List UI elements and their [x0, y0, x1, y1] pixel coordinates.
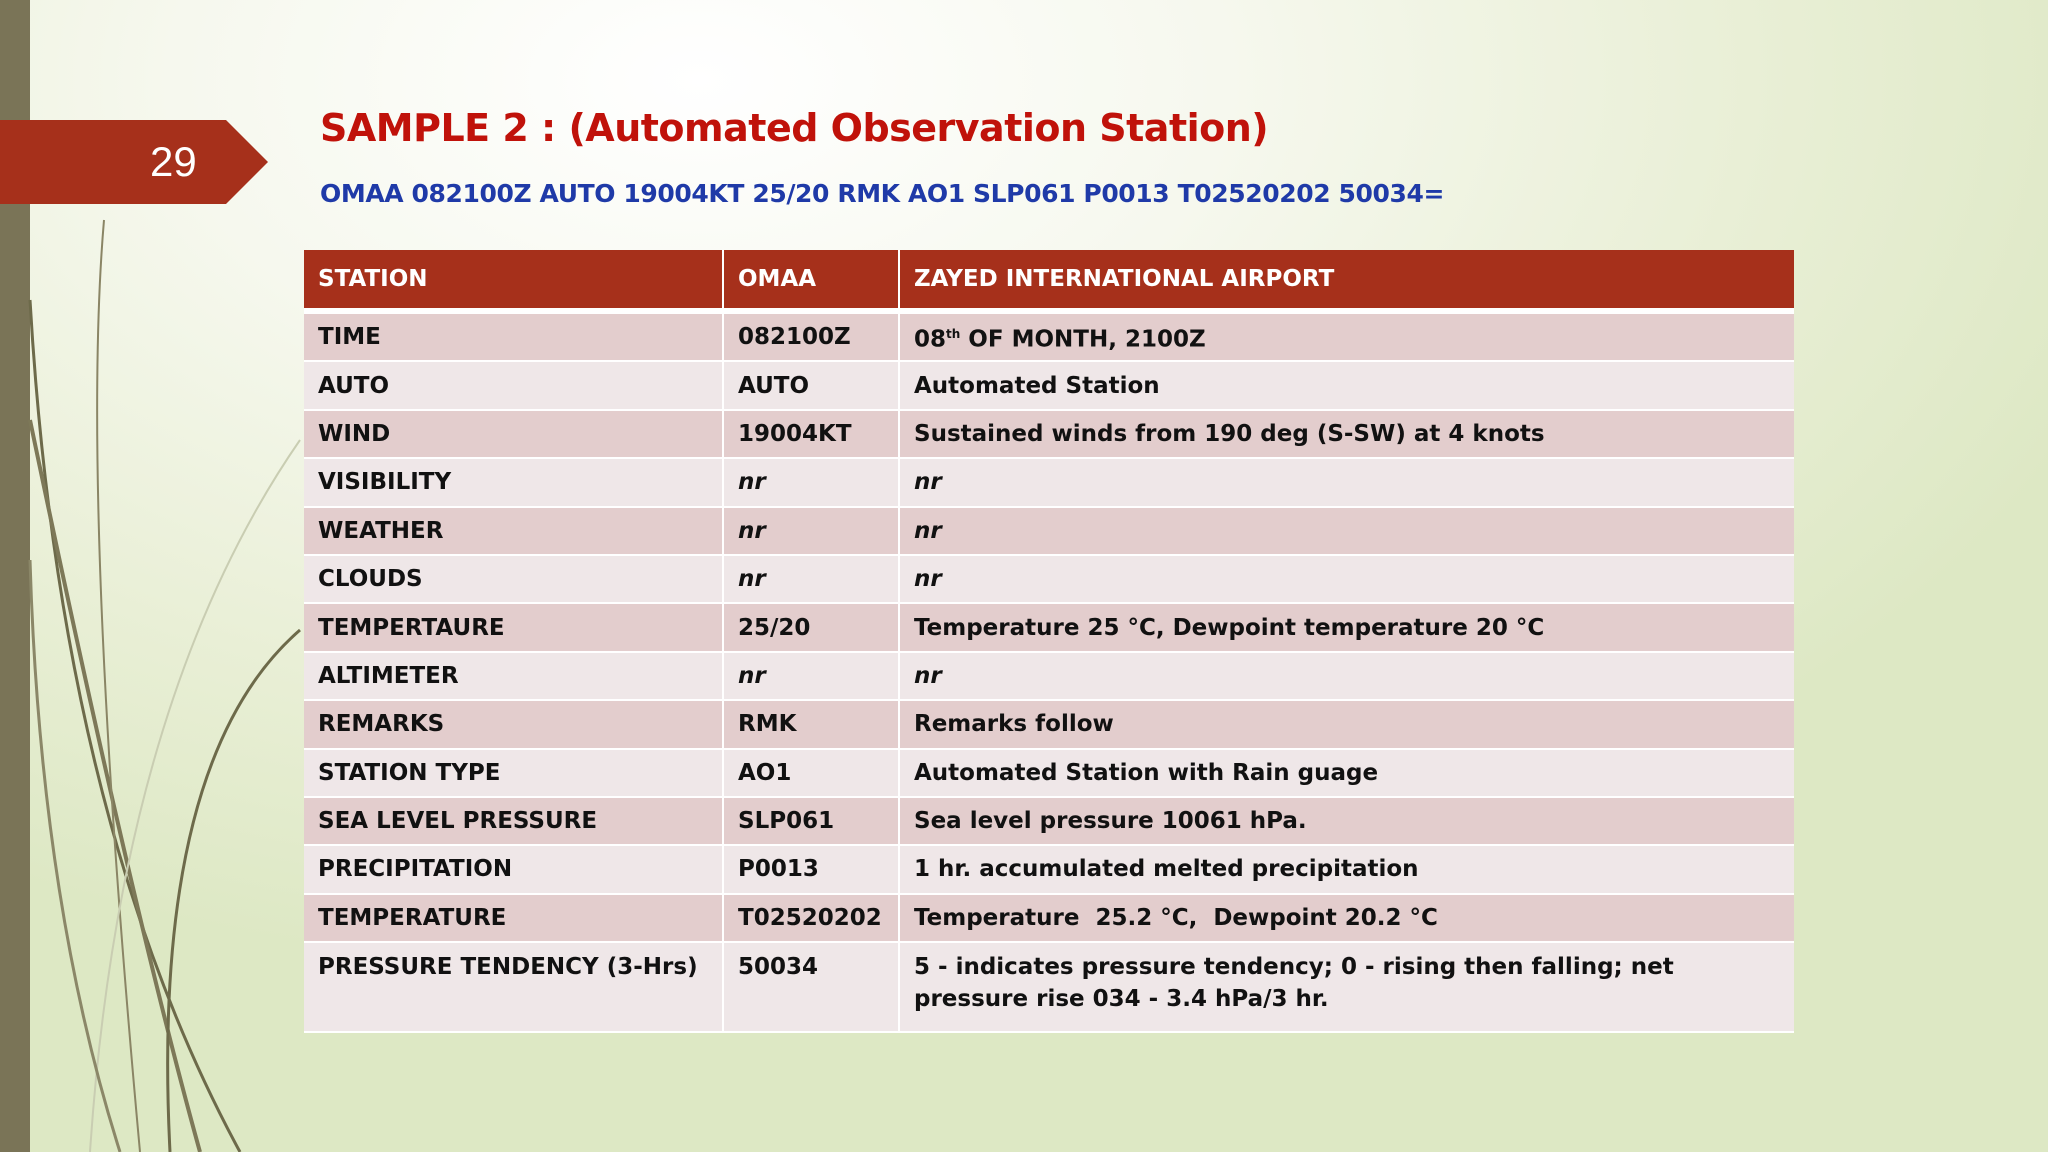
cell-code: nr	[723, 458, 899, 506]
cell-code: 50034	[723, 942, 899, 1032]
table-row	[304, 749, 1794, 797]
cell-code: AUTO	[723, 361, 899, 409]
cell-code: P0013	[723, 845, 899, 893]
table-row	[304, 555, 1794, 603]
cell-meaning: Sea level pressure 10061 hPa.	[899, 797, 1794, 845]
cell-meaning: Remarks follow	[899, 700, 1794, 748]
cell-element: WEATHER	[304, 507, 723, 555]
cell-element: VISIBILITY	[304, 458, 723, 506]
cell-code: AO1	[723, 749, 899, 797]
cell-element: AUTO	[304, 361, 723, 409]
cell-element: TEMPERATURE	[304, 894, 723, 942]
cell-element: CLOUDS	[304, 555, 723, 603]
table-row	[304, 700, 1794, 748]
table-row	[304, 652, 1794, 700]
cell-element: ALTIMETER	[304, 652, 723, 700]
cell-element: REMARKS	[304, 700, 723, 748]
table-row	[304, 458, 1794, 506]
slide-title: SAMPLE 2 : (Automated Observation Station)	[320, 106, 1269, 150]
cell-meaning: 1 hr. accumulated melted precipitation	[899, 845, 1794, 893]
table-row	[304, 311, 1794, 361]
cell-meaning: Sustained winds from 190 deg (S-SW) at 4 knots	[899, 410, 1794, 458]
table-header-row	[304, 250, 1794, 311]
cell-code: nr	[723, 652, 899, 700]
cell-meaning: nr	[899, 507, 1794, 555]
cell-code: nr	[723, 555, 899, 603]
table-row	[304, 507, 1794, 555]
table-row	[304, 410, 1794, 458]
cell-code: SLP061	[723, 797, 899, 845]
cell-element: TEMPERTAURE	[304, 603, 723, 651]
cell-meaning: nr	[899, 652, 1794, 700]
metar-code: OMAA 082100Z AUTO 19004KT 25/20 RMK AO1 SLP061 P0013 T02520202 50034=	[320, 179, 1445, 208]
cell-code: T02520202	[723, 894, 899, 942]
cell-meaning: nr	[899, 555, 1794, 603]
cell-element: WIND	[304, 410, 723, 458]
cell-code: RMK	[723, 700, 899, 748]
cell-meaning	[899, 311, 1794, 361]
table-row	[304, 361, 1794, 409]
meaning-rest: OF MONTH, 2100Z	[960, 327, 1206, 354]
table-row	[304, 603, 1794, 651]
metar-decode-table	[304, 250, 1794, 1033]
table-row	[304, 797, 1794, 845]
cell-meaning: Temperature 25 °C, Dewpoint temperature 20 °C	[899, 603, 1794, 651]
meaning-day-suffix: th	[946, 327, 961, 342]
cell-element: PRESSURE TENDENCY (3-Hrs)	[304, 942, 723, 1032]
header-code: OMAA	[723, 250, 899, 311]
meaning-day: 08	[914, 327, 947, 354]
table-row	[304, 942, 1794, 1032]
cell-element: SEA LEVEL PRESSURE	[304, 797, 723, 845]
cell-code: 082100Z	[723, 311, 899, 361]
cell-code: nr	[723, 507, 899, 555]
page-number: 29	[150, 138, 197, 185]
page-number-tab	[0, 120, 268, 204]
cell-meaning: Temperature 25.2 °C, Dewpoint 20.2 °C	[899, 894, 1794, 942]
cell-code: 19004KT	[723, 410, 899, 458]
cell-meaning: nr	[899, 458, 1794, 506]
cell-meaning: Automated Station	[899, 361, 1794, 409]
header-meaning: ZAYED INTERNATIONAL AIRPORT	[899, 250, 1794, 311]
cell-element: TIME	[304, 311, 723, 361]
header-element: STATION	[304, 250, 723, 311]
cell-element: STATION TYPE	[304, 749, 723, 797]
cell-element: PRECIPITATION	[304, 845, 723, 893]
table-row	[304, 845, 1794, 893]
cell-meaning: Automated Station with Rain guage	[899, 749, 1794, 797]
table-row	[304, 894, 1794, 942]
cell-code: 25/20	[723, 603, 899, 651]
cell-meaning: 5 - indicates pressure tendency; 0 - rising then falling; net pressure rise 034 - 3.4 hPa/3 hr.	[899, 942, 1794, 1032]
